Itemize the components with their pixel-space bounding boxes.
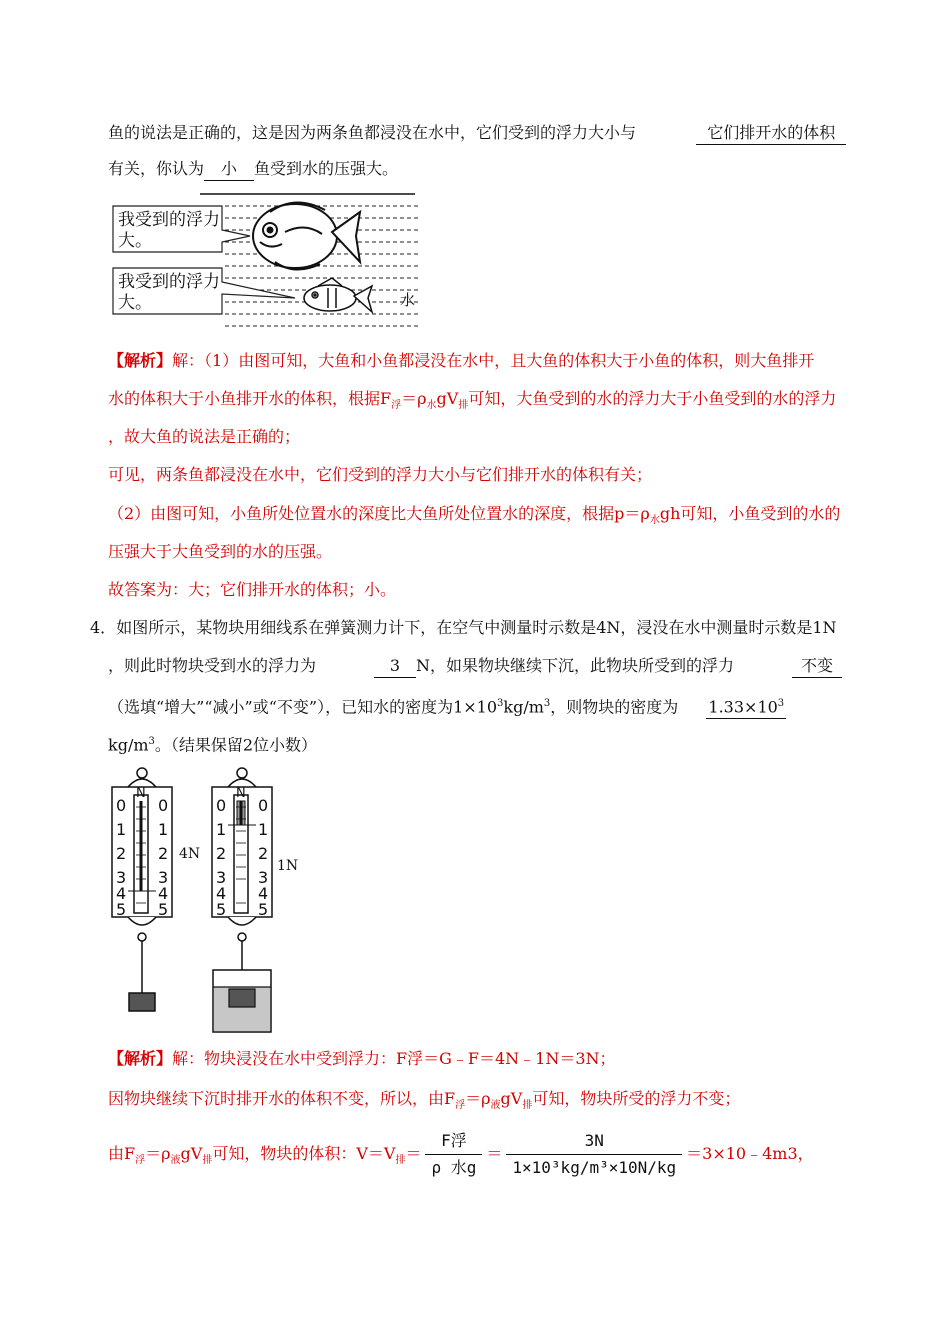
scale-unit-right: N <box>236 786 246 801</box>
scale-unit-left: N <box>136 786 146 801</box>
fraction-2: $\frac{3N}{\text{1×10³kg/m³×10N/kg}}$ <box>506 1128 682 1181</box>
q3-line2: 有关，你认为 小 鱼受到水的压强大。 <box>108 158 398 181</box>
q3-answer: 故答案为：大；它们排开水的体积；小。 <box>108 580 397 599</box>
q3-analysis-line4: 可见，两条鱼都浸没在水中，它们受到的浮力大小与它们排开水的体积有关； <box>108 465 653 484</box>
q3-analysis-line6: 压强大于大鱼受到的水的压强。 <box>108 542 333 561</box>
q3-analysis-line3: ，故大鱼的说法是正确的； <box>108 427 301 446</box>
q4-blank-1: 3 <box>374 655 416 678</box>
svg-text:4: 4 <box>258 884 269 903</box>
bubble-small-fish: 我受到的浮力大。 <box>118 272 220 313</box>
bubble-big-fish: 我受到的浮力大。 <box>118 210 220 251</box>
svg-text:2: 2 <box>158 844 169 863</box>
scale-reading-right: 1N <box>277 858 299 874</box>
svg-text:1: 1 <box>158 820 169 839</box>
q4-analysis-line1: 【解析】解：物块浸没在水中受到浮力：F浮＝G﹣F＝4N﹣1N＝3N； <box>108 1049 616 1068</box>
svg-text:4: 4 <box>158 884 169 903</box>
svg-text:5: 5 <box>216 900 227 919</box>
water-label: 水 <box>400 291 416 309</box>
svg-text:1: 1 <box>216 820 227 839</box>
q3-analysis-line1: 【解析】解：（1）由图可知，大鱼和小鱼都浸没在水中，且大鱼的体积大于小鱼的体积，则大鱼排开 <box>108 351 815 370</box>
svg-text:3: 3 <box>158 868 169 887</box>
scale-reading-left: 4N <box>179 846 201 862</box>
svg-text:0: 0 <box>258 796 269 815</box>
fraction-1: $\frac{\text{F浮}}{\text{ρ 水g}}$ <box>425 1128 482 1181</box>
q4-line4: $kg/m^3$。（结果保留2位小数） <box>108 735 318 755</box>
q3-analysis-line5: （2）由图可知，小鱼所处位置水的深度比大鱼所处位置水的深度，根据$p=\rho_水gh$可知，小鱼受到的水的 <box>108 504 841 527</box>
q4-line2: ，则此时物块受到水的浮力为 3 N，如果物块继续下沉，此物块所受到的浮力 不变 <box>108 655 842 678</box>
svg-text:0: 0 <box>216 796 227 815</box>
big-fish <box>253 202 360 269</box>
q4-blank-3: $1.33\times 10^3$ <box>706 693 786 719</box>
svg-text:4: 4 <box>116 884 127 903</box>
svg-text:5: 5 <box>116 900 127 919</box>
svg-text:2: 2 <box>116 844 127 863</box>
q4-analysis-line2: 因物块继续下沉时排开水的体积不变，所以，由$F_浮=\rho_液gV_排$可知，物块所受的浮力不变； <box>108 1089 741 1112</box>
q3-analysis-line2: 水的体积大于小鱼排开水的体积，根据$F_浮=\rho_水gV_排$可知，大鱼受到的水的浮力大于小鱼受到的水的浮力 <box>108 389 837 412</box>
svg-text:1: 1 <box>116 820 127 839</box>
svg-text:5: 5 <box>258 900 269 919</box>
q3-line1: 鱼的说法是正确的，这是因为两条鱼都浸没在水中，它们受到的浮力大小与 它们排开水的体积 <box>108 122 846 145</box>
svg-text:1: 1 <box>258 820 269 839</box>
svg-text:0: 0 <box>158 796 169 815</box>
q3-blank-1: 它们排开水的体积 <box>696 122 846 145</box>
svg-text:2: 2 <box>216 844 227 863</box>
q4-blank-2: 不变 <box>792 655 842 678</box>
q4-analysis-line3: 由$F_浮=\rho_液gV_排$可知，物块的体积：$V=V_排=$ $\frac{\text{F浮}}{\text{ρ 水g}}$ ＝ $\frac{3N}{\text{1×10³kg/m³×10N/kg}}$ ＝3×10﹣4m3， <box>108 1128 814 1181</box>
q4-line1: 4．如图所示，某物块用细线系在弹簧测力计下，在空气中测量时示数是4N，浸没在水中测量时示数是1N <box>90 618 837 637</box>
svg-text:4: 4 <box>216 884 227 903</box>
svg-text:3: 3 <box>116 868 127 887</box>
small-fish <box>304 278 372 312</box>
q3-blank-2: 小 <box>204 158 254 181</box>
svg-text:3: 3 <box>258 868 269 887</box>
spring-scale-figure <box>108 765 308 1035</box>
svg-text:2: 2 <box>258 844 269 863</box>
svg-text:3: 3 <box>216 868 227 887</box>
q4-line3: （选填“增大”“减小”或“不变”），已知水的密度为$1\times 10^3kg/m^3$，则物块的密度为 $1.33\times 10^3$ <box>108 693 786 719</box>
svg-text:5: 5 <box>158 900 169 919</box>
svg-text:0: 0 <box>116 796 127 815</box>
